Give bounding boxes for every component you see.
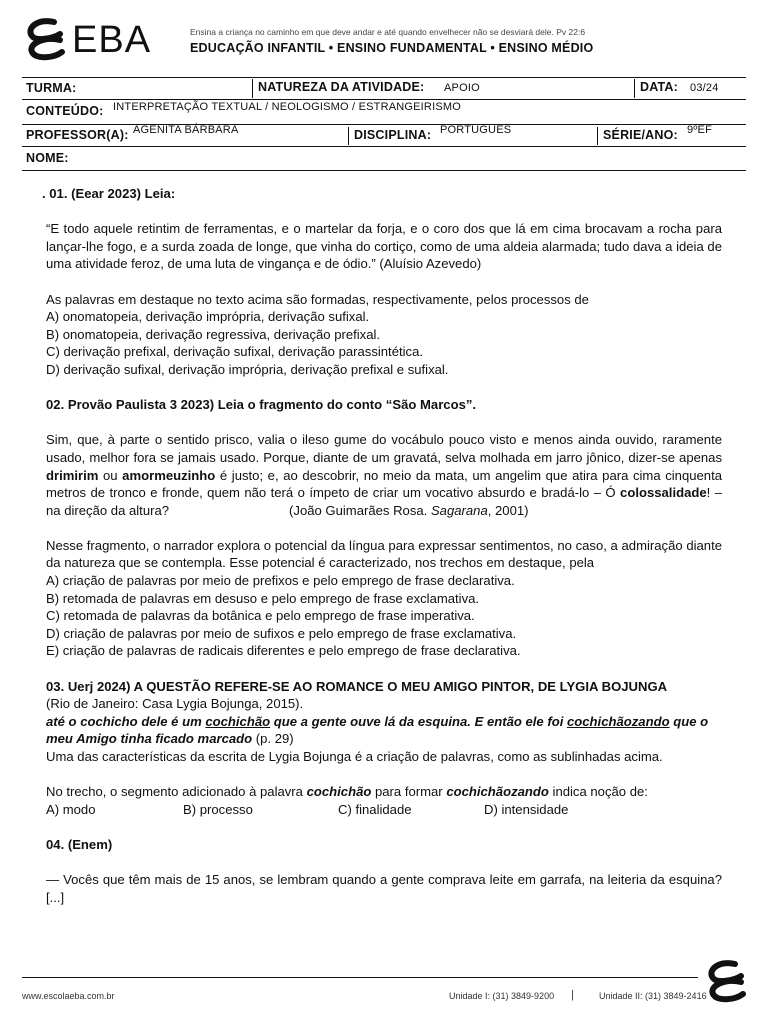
logo-text: EBA	[72, 19, 152, 61]
q2-stem: Nesse fragmento, o narrador explora o potencial da língua para expressar sentimentos, no caso, a admiração diante da natureza que se contempla. Esse potencial é caracterizado, nos trechos em destaque, pela	[46, 537, 722, 571]
q1-option-b[interactable]: B) onomatopeia, derivação regressiva, derivação prefixal.	[46, 326, 381, 342]
q4-heading: 04. (Enem)	[46, 836, 113, 852]
footer-divider	[22, 977, 698, 978]
q2-fragment: Sim, que, à parte o sentido prisco, valia o ileso gume do vocábulo pouco visto e menos ainda ouvido, raramente usado, melhor fora se jamais usado. Porque, diante de um gravatá, selva molhada em jarro jônico, dizer-se apenas drimirim ou amormeuzinho é justo; e, ao descobrir, no meio da mata, um angelim que atira para cima cinquenta metros de tronco e fronde, quem não terá o ímpeto de criar um vocativo absurdo e bradá-lo – Ó colossalidade! – na direção da altura? (João Guimarães Rosa. Sagarana, 2001)	[46, 432, 723, 518]
serie-value: 9ºEF	[687, 124, 712, 136]
natureza-label: NATUREZA DA ATIVIDADE:	[258, 80, 425, 94]
q1-quote: “E todo aquele retintim de ferramentas, e o martelar da forja, e o coro dos que lá em cima brocavam a rocha para lançar-lhe fogo, e a surda zoada de longe, que vinha do cortiço, como de uma aldeia alarmada; tudo dava a ideia de uma atividade feroz, de uma luta de vingança e de ódio.” (Aluísio Azevedo)	[46, 221, 722, 272]
q3-option-a[interactable]: A) modo	[46, 801, 96, 817]
q1-option-c[interactable]: C) derivação prefixal, derivação sufixal, derivação parassintética.	[46, 344, 423, 360]
q2-option-e[interactable]: E) criação de palavras de radicais diferentes e pelo emprego de frase declarativa.	[46, 643, 521, 659]
q2-option-a[interactable]: A) criação de palavras por meio de prefixos e pelo emprego de frase declarativa.	[46, 573, 515, 589]
disciplina-value: PORTUGUES	[440, 124, 512, 136]
data-value: 03/24	[690, 82, 719, 94]
q1-stem: As palavras em destaque no texto acima são formadas, respectivamente, pelos processos de	[46, 291, 589, 307]
footer-separator: |	[571, 989, 574, 1001]
data-label: DATA:	[640, 80, 679, 94]
q3-heading: 03. Uerj 2024) A QUESTÃO REFERE-SE AO ROMANCE O MEU AMIGO PINTOR, DE LYGIA BOJUNGA	[46, 678, 668, 694]
natureza-value: APOIO	[444, 82, 480, 94]
q3-quote: até o cochicho dele é um cochichão que a gente ouve lá da esquina. E então ele foi cochichãozando que o meu Amigo tinha ficado marcado (p. 29)	[46, 713, 709, 747]
turma-label: TURMA:	[26, 81, 77, 95]
conteudo-value: INTERPRETAÇÃO TEXTUAL / NEOLOGISMO / ESTRANGEIRISMO	[113, 101, 461, 113]
q3-note: Uma das características da escrita de Lygia Bojunga é a criação de palavras, como as sublinhadas acima.	[46, 749, 663, 764]
q1-option-a[interactable]: A) onomatopeia, derivação imprópria, derivação sufixal.	[46, 309, 370, 325]
q2-heading: 02. Provão Paulista 3 2023) Leia o fragmento do conto “São Marcos”.	[46, 397, 477, 413]
q2-source: (João Guimarães Rosa. Sagarana, 2001)	[289, 502, 529, 518]
serie-label: SÉRIE/ANO:	[603, 128, 678, 142]
professor-label: PROFESSOR(A):	[26, 128, 129, 142]
activity-content	[42, 185, 723, 906]
eba-logo-icon	[24, 18, 68, 64]
eba-footer-logo-icon	[705, 960, 749, 1006]
q1-option-d[interactable]: D) derivação sufixal, derivação imprópria, derivação prefixal e sufixal.	[46, 361, 449, 377]
professor-value: AGENITA BÁRBARA	[133, 124, 239, 136]
q3-word-cochichao: cochichão	[205, 713, 271, 729]
q2-word-colossalidade: colossalidade	[620, 485, 707, 501]
q2-option-c[interactable]: C) retomada de palavras da botânica e pelo emprego de frase imperativa.	[46, 608, 475, 624]
nome-label: NOME:	[26, 151, 69, 165]
conteudo-label: CONTEÚDO:	[26, 104, 104, 118]
q3-option-c[interactable]: C) finalidade	[338, 801, 412, 817]
q3-stem: No trecho, o segmento adicionado à palavra cochichão para formar cochichãozando indica noção de:	[46, 784, 648, 800]
q2-word-amormeuzinho: amormeuzinho	[122, 467, 216, 483]
education-levels: EDUCAÇÃO INFANTIL • ENSINO FUNDAMENTAL • ENSINO MÉDIO	[190, 41, 594, 55]
q2-option-b[interactable]: B) retomada de palavras em desuso e pelo emprego de frase exclamativa.	[46, 590, 480, 606]
footer-unit-2: Unidade II: (31) 3849-2416	[599, 991, 707, 1001]
footer-website[interactable]: www.escolaeba.com.br	[22, 991, 115, 1001]
q3-source: (Rio de Janeiro: Casa Lygia Bojunga, 2015).	[46, 696, 304, 712]
footer-unit-1: Unidade I: (31) 3849-9200	[449, 991, 555, 1001]
q3-word-cochichaozando: cochichãozando	[567, 713, 670, 729]
q2-option-d[interactable]: D) criação de palavras por meio de sufixos e pelo emprego de frase exclamativa.	[46, 625, 517, 641]
q3-option-b[interactable]: B) processo	[183, 801, 253, 817]
q1-heading: . 01. (Eear 2023) Leia:	[42, 186, 176, 201]
q3-option-d[interactable]: D) intensidade	[484, 801, 569, 817]
school-motto: Ensina a criança no caminho em que deve andar e até quando envelhecer não se desviará dele. Pv 22:6	[190, 27, 586, 37]
disciplina-label: DISCIPLINA:	[354, 128, 432, 142]
q2-word-drimirim: drimirim	[46, 467, 99, 483]
q3-options	[46, 801, 722, 819]
q4-text: — Vocês que têm mais de 15 anos, se lembram quando a gente comprava leite em garrafa, na leiteria da esquina? [...]	[46, 872, 722, 905]
